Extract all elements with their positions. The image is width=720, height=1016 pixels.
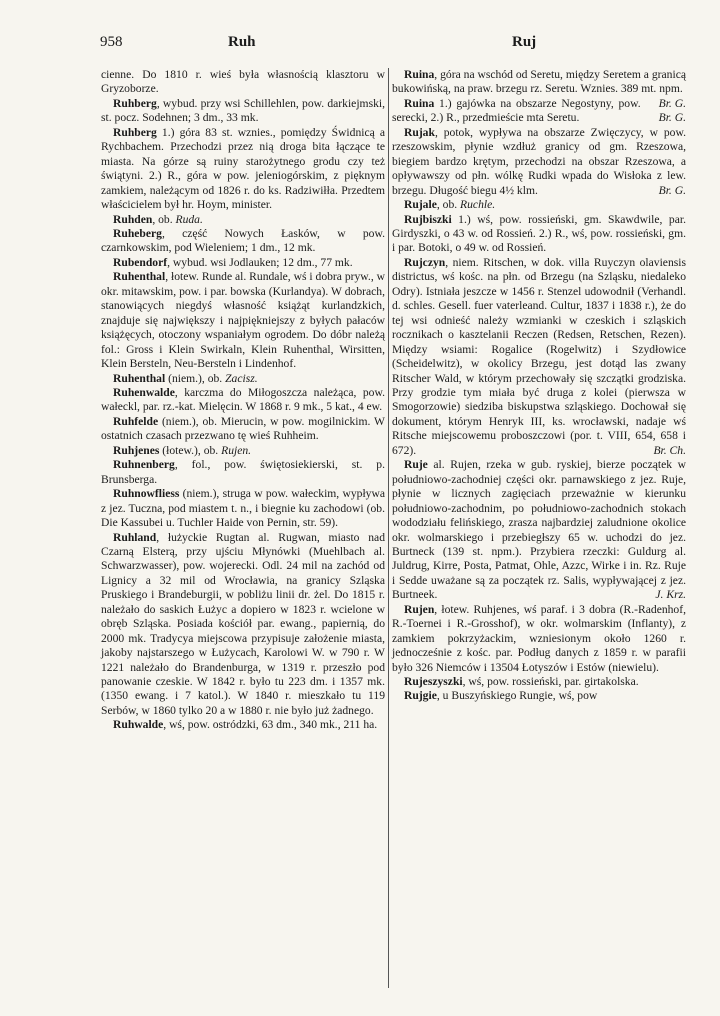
dictionary-entry xyxy=(392,458,686,603)
entry-text: , wś, pow. rossieński, par. girtakolska. xyxy=(462,675,639,689)
left-column xyxy=(101,68,385,733)
entry-text: , wybud. wsi Jodlauken; 12 dm., 77 mk. xyxy=(167,255,353,269)
dictionary-entry xyxy=(101,126,385,213)
entry-headword: Ruhland xyxy=(113,530,157,544)
dictionary-entry xyxy=(101,372,385,386)
entry-headword: Ruhenthal xyxy=(113,270,166,284)
entry-text: , część Nowych Łasków, w pow. czarnkowskim, pod Wieleniem; 1 dm., 12 mk. xyxy=(101,226,385,255)
dictionary-entry xyxy=(101,487,385,530)
entry-headword: Ruhjenes xyxy=(113,443,160,457)
right-running-head: Ruj xyxy=(512,34,537,50)
dictionary-entry xyxy=(101,213,385,227)
dictionary-entry xyxy=(101,386,385,415)
entry-text: , ob. xyxy=(152,212,176,226)
entry-reference: Zacisz. xyxy=(225,371,258,385)
entry-text: , łotew. Ruhjenes, wś paraf. i 3 dobra (R.-Radenhof, R.-Toernei i R.-Grosshof), w okr. wolmarskim (Inflanty), z zamkiem pokrzyżackim, wzniesionym około 1260 r. jednocześnie z kośc. par. Podług danych z 1859 r. w parafii było 326 Niemców i 13504 Łotyszów i Estów (niewielu). xyxy=(392,602,686,674)
entry-headword: Ruhenthal xyxy=(113,371,166,385)
entry-headword: Ruje xyxy=(404,458,428,472)
entry-text: al. Rujen, rzeka w gub. ryskiej, bierze początek w południowo-zachodniej części okr. parnawskiego z jez. Ruje, płynie w licznych zagięciach przeważnie w kierunku południowo-zachodnim, po południowo-zachodnich stokach wododziału felińskiego, zrasza najbardziej zaludnione okolice okr. wolmarskiego i przebiegłszy 65 w. uchodzi do jez. Burtneck (139 st. npm.). Przybiera rzeczki: Guldurg al. Juldrug, Kirre, Posta, Patmat, Ohle, Azzc, Wirke i in. Rz. Ruje i Sedde uważane są za początek rz. Salis, wypływającej z jez. Burtneek. xyxy=(392,458,686,602)
entry-headword: Rubendorf xyxy=(113,255,168,269)
entry-text: , góra na wschód od Seretu, między Seretem a granicą bukowińską, na praw. brzegu rz. Seretu. Wznies. 389 mt. npm. xyxy=(392,68,686,96)
entry-headword: Ruhden xyxy=(113,212,153,226)
dictionary-entry xyxy=(101,270,385,371)
entry-text: cienne. Do 1810 r. wieś była własnością klasztoru w Gryzoborze. xyxy=(101,68,385,96)
entry-text: , potok, wypływa na obszarze Zwięczycy, w pow. rzeszowskim, płynie wzdłuż granicy od gm. Rzeszowa, biegiem bardzo krętym, przechodzi na obszar Rzeszowa, a opływawszy od płn. wólkę Rudki wpada do Wisłoka z lew. brzegu. Długość biegu 4½ klm. xyxy=(392,125,686,197)
entry-headword: Rujgie xyxy=(404,689,437,703)
entry-text: (niem.), struga w pow. wałeckim, wypływa z jez. Tuczna, pod miastem t. n., i biegnie ku zachodowi (ob. Die Kassubei u. Tuchler Haide von Pernin, str. 59). xyxy=(101,487,385,530)
dictionary-entry xyxy=(101,718,385,732)
entry-author-signature: Br. G. xyxy=(658,96,686,110)
entry-headword: Ruhberg xyxy=(113,125,157,139)
entry-headword: Rujale xyxy=(404,198,437,212)
entry-headword: Rujczyn xyxy=(404,255,446,269)
dictionary-entry xyxy=(392,689,686,703)
entry-text: , niem. Ritschen, w dok. villa Ruyczyn olaviensis districtus, wś kośc. na płn. od Brzegu (na Szląsku, niedaleko Odry). Istniała jeszcze w 1456 r. Stenzel udowodnił (Verhandl. d. schles. Gesell. fuer vaterleand. Cultur, 1837 i 1838 r.), że do tej wsi odnieść należy wzmianki w czeskich i szląskich rocznikach o kasztelanii Reczen (Redsen, Retschen, Rezen). Między wsiami: Rogalice (Rogelwitz) i Szydłowice (Scheidelwitz), w okolicy Brzegu, jest dotąd las zwany Ritscher Wald, w którym przechowały się szczątki grodziska. Przy grodzie tym miała być druga z kolei (pierwsza w Smogorzowie) siedziba biskupstwa szląskiego. Dochował się dokument, którym Henryk III, ks. wrocławski, nadaje wś Ritsche miejscowemu proboszczowi (por. t. VIII, 654, 658 i 672). xyxy=(392,255,686,457)
dictionary-entry xyxy=(101,531,385,719)
entry-headword: Rujbiszki xyxy=(404,212,452,226)
dictionary-entry xyxy=(392,675,686,689)
dictionary-entry xyxy=(101,458,385,487)
entry-reference: Rujen. xyxy=(221,443,252,457)
entry-text: , u Buszyńskiego Rungie, wś, pow xyxy=(436,689,598,703)
entry-author-signature: Br. G. xyxy=(658,183,686,197)
entry-text: , wś, pow. ostródzki, 63 dm., 340 mk., 211 ha. xyxy=(163,718,378,732)
entry-headword: Ruhnenberg xyxy=(113,458,175,472)
entry-reference: Ruda. xyxy=(175,212,203,226)
entry-headword: Ruhenwalde xyxy=(113,385,175,399)
entry-text: (niem.), ob. Mierucin, w pow. mogilnickim. W ostatnich czasach przezwano tę wieś Ruhheim. xyxy=(101,414,385,443)
dictionary-entry xyxy=(392,126,686,198)
dictionary-entry xyxy=(392,213,686,256)
entry-headword: Ruina xyxy=(404,68,435,81)
entry-headword: Ruheberg xyxy=(113,226,162,240)
dictionary-entry xyxy=(392,256,686,458)
dictionary-entry xyxy=(392,198,686,212)
entry-author-signature: Br. G. xyxy=(658,111,686,125)
dictionary-entry xyxy=(392,603,686,675)
entry-text: , łużyckie Rugtan al. Rugwan, miasto nad Czarną Elsterą, przy ujściu Młynówki (Muehlbach al. Schwarzwasser), pow. wojerecki. Odl. 24 mil na zachód od Lignicy a 32 mil od Wrocławia, na granicy Szląska Pruskiego i Brandeburgii, w pobliżu linii dr. żel. Do 1815 r. należało do saskich Łużyc a dopiero w 1823 r. wcielone w obręb Szląska. Posiada kościół par. ewang., papiernią, do 2000 mk. Tradycya miejscowa przypisuje założenie miasta, jakoby najstarszego w Łużycach, Karolowi W. w 790 r. W 1221 należało do Brandenburga, w 1319 r. przeszło pod panowanie czeskie. W 1842 r. było tu 223 dm. i 1357 mk. (1350 ewang. i 7 katol.). W 1840 r. mieszkało tu 119 Serbów, w 1860 tylko 20 a w 1880 r. nie było już żadnego. xyxy=(101,530,385,717)
entry-text: , ob. xyxy=(436,198,461,212)
entry-headword: Rujeszyszki xyxy=(404,675,463,689)
entry-text: , fol., pow. świętosiekierski, st. p. Brunsberga. xyxy=(101,458,385,486)
dictionary-entry xyxy=(101,68,385,97)
dictionary-entry xyxy=(101,444,385,458)
dictionary-entry xyxy=(101,97,385,126)
entry-headword: Ruhberg xyxy=(113,96,157,110)
dictionary-entry xyxy=(392,68,686,110)
dictionary-entry xyxy=(101,256,385,270)
entry-author-signature: Br. Ch. xyxy=(653,443,686,457)
entry-headword: Ruhwalde xyxy=(113,718,164,732)
entry-text: , wybud. przy wsi Schillehlen, pow. darkiejmski, st. pocz. Sodehnen; 3 dm., 33 mk. xyxy=(101,96,385,125)
dictionary-entry xyxy=(101,227,385,256)
entry-author-signature: J. Krz. xyxy=(655,588,686,602)
entry-headword: Ruina xyxy=(404,96,435,110)
entry-headword: Rujak xyxy=(404,125,435,139)
entry-text: (niem.), ob. xyxy=(165,371,226,385)
right-column xyxy=(392,68,686,704)
entry-headword: Rujen xyxy=(404,602,435,616)
left-running-head: Ruh xyxy=(228,34,256,50)
entry-headword: Ruhnowfliess xyxy=(113,487,180,501)
column-divider xyxy=(388,68,389,988)
entry-text: 1.) góra 83 st. wznies., pomiędzy Świdnicą a Rychbachem. Przechodzi przez nią droga bita łączące te miasta. Na górze są ruiny starożytnego grodu czy też świątyni. 2.) R., góra w pow. jeleniogórskim, z pięknym zamkiem, należącym od 1826 r. do ks. Radziwiłła. Przedtem właścicielem był hr. Hoym, minister. xyxy=(101,125,385,212)
entry-text: (łotew.), ob. xyxy=(159,443,222,457)
page-header xyxy=(100,34,692,54)
entry-text: 1.) gajówka na obszarze Negostyny, pow. serecki, 2.) R., przedmieście mta Seretu. xyxy=(392,96,641,125)
page-number: 958 xyxy=(100,34,123,50)
entry-reference: Ruchle. xyxy=(460,198,496,212)
dictionary-entry xyxy=(101,415,385,444)
entry-text: 1.) wś, pow. rossieński, gm. Skawdwile, par. Girdyszki, o 43 w. od Rossień. 2.) R., wś, pow. rossieński, gm. i par. Botoki, o 49 w. od Rossień. xyxy=(392,212,686,255)
entry-headword: Ruhfelde xyxy=(113,414,159,428)
entry-text: , łotew. Runde al. Rundale, wś i dobra pryw., w okr. mitawskim, pow. i par. bowska (Kurlandya). W dobrach, stanowiących niegdyś własność książąt kurlandzkich, znajduje się największy i najpiękniejszy z byłych pałaców książęcych, otoczony wspaniałym ogrodem. Do dóbr należą fol.: Gross i Klein Swirkaln, Klein Ruhenthal, Wirsitten, Klein Bersteln, Neu-Bersteln i Lindenhof. xyxy=(101,270,385,371)
entry-text: , karczma do Miłogoszcza należąca, pow. wałeckl, par. rz.-kat. Mielęcin. W 1868 r. 9 mk., 5 kat., 4 ew. xyxy=(101,385,385,414)
